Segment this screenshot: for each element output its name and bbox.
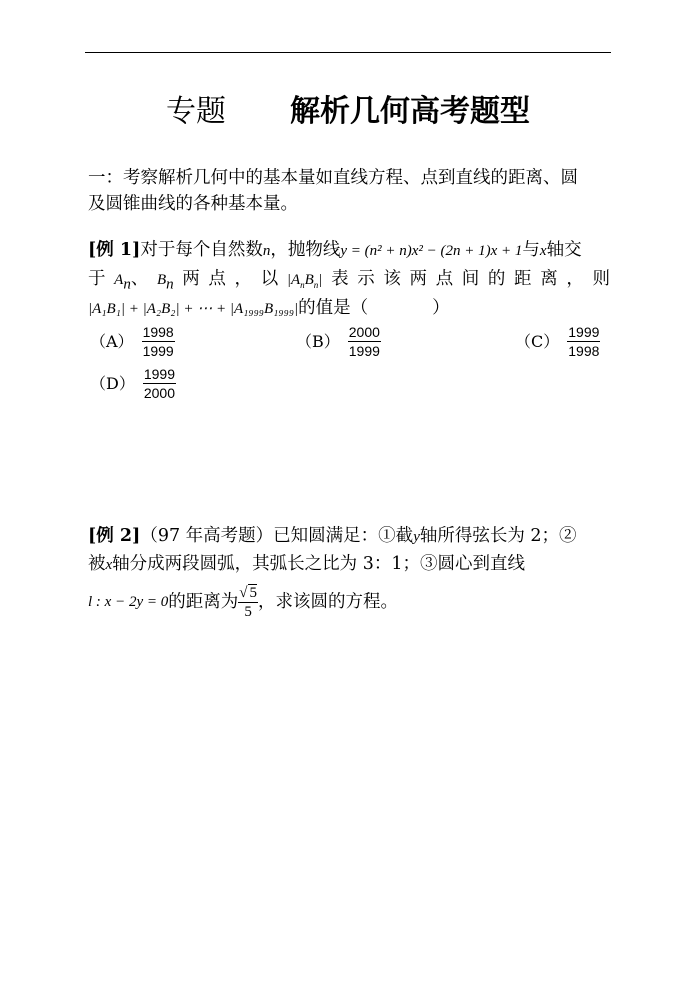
example1-w4: ， xyxy=(234,269,253,289)
example1-line1 xyxy=(88,238,610,263)
option-d xyxy=(90,366,176,401)
option-a-label: （A） xyxy=(90,331,134,351)
option-c-num: 1999 xyxy=(568,324,600,340)
example1-line3 xyxy=(88,296,610,321)
example1-line2 xyxy=(88,267,610,292)
section1-line2: 及圆锥曲线的各种基本量。 xyxy=(88,194,298,214)
example1-w14: 离 xyxy=(540,269,558,289)
example2-line3-a: 的距离为 xyxy=(168,592,239,612)
example2-line1 xyxy=(88,524,610,549)
option-b-num: 2000 xyxy=(348,324,380,340)
example2-line1-text2: 轴所得弦长为 2；② xyxy=(419,526,577,546)
example1-var-n: n xyxy=(262,243,271,259)
option-b-fraction xyxy=(348,324,381,359)
option-c-label: （C） xyxy=(515,331,560,351)
example1-w5: 以 xyxy=(260,269,279,289)
distance-fraction-den: 5 xyxy=(244,604,252,620)
option-a-den: 1999 xyxy=(142,343,174,359)
example1-w2: 两 xyxy=(182,269,200,289)
example1-sum-expr: |A₁B₁| + |A₂B₂| + ⋯ + |A₁₉₉₉B₁₉₉₉| xyxy=(88,301,299,317)
example1-tag: [例 1] xyxy=(88,240,141,260)
example2-line2-a: 被 xyxy=(88,554,106,574)
option-d-fraction xyxy=(143,366,176,401)
example1-w7: 示 xyxy=(357,269,375,289)
example1-w13: 距 xyxy=(514,269,532,289)
example1-w9: 两 xyxy=(409,269,427,289)
option-d-den: 2000 xyxy=(143,385,175,401)
option-d-label: （D） xyxy=(90,373,135,393)
example1-abs-anbn: $|A_nB_n|$ xyxy=(286,272,323,290)
example2-var-y: y xyxy=(413,529,420,545)
example1-w6: 表 xyxy=(331,269,349,289)
example1-var-x: x xyxy=(539,243,547,259)
option-b-label: （B） xyxy=(296,331,340,351)
page-title xyxy=(0,86,696,130)
example2-line2 xyxy=(88,552,610,577)
section1-line1: 一：考察解析几何中的基本量如直线方程、点到直线的距离、圆 xyxy=(88,168,578,188)
distance-fraction-num: √ 5 xyxy=(239,585,257,601)
example1-text-e: 的值是（ xyxy=(298,298,369,318)
example2-tag: [例 2] xyxy=(88,526,141,546)
header-rule xyxy=(85,52,611,53)
example1-point-an: $A_n$、 xyxy=(114,269,149,293)
example1-w1: 于 xyxy=(88,269,106,289)
option-b xyxy=(296,324,381,359)
example2-line-formula: l : x − 2y = 0 xyxy=(88,594,169,610)
example1-text-f: ） xyxy=(432,298,450,318)
example1-w16: 则 xyxy=(592,269,610,289)
option-b-den: 1999 xyxy=(348,343,380,359)
example1-text-a: 对于每个自然数 xyxy=(140,240,263,260)
distance-fraction xyxy=(238,584,258,620)
option-a-num: 1998 xyxy=(142,324,174,340)
option-a xyxy=(90,324,175,359)
example1-w15: ， xyxy=(566,269,584,289)
sqrt-radicand: 5 xyxy=(249,585,257,601)
example1-formula: y = (n² + n)x² − (2n + 1)x + 1 xyxy=(340,243,523,259)
option-c xyxy=(515,324,600,359)
example1-text-b: ，抛物线 xyxy=(270,240,341,260)
title-heading: 解析几何高考题型 xyxy=(290,94,530,129)
example2-line2-b: 轴分成两段圆弧，其弧长之比为 3：1；③圆心到直线 xyxy=(112,554,526,574)
example1-text-c: 与 xyxy=(522,240,540,260)
example2-line3 xyxy=(88,584,610,620)
example1-w12: 的 xyxy=(487,269,506,289)
option-a-fraction xyxy=(142,324,175,359)
example1-w11: 间 xyxy=(461,269,480,289)
option-c-fraction xyxy=(567,324,600,359)
example1-text-d: 轴交 xyxy=(546,240,582,260)
title-topic: 专题 xyxy=(166,94,226,129)
example1-w10: 点 xyxy=(435,269,454,289)
example2-line1-text: （97 年高考题）已知圆满足：①截 xyxy=(140,526,414,546)
example2-var-x: x xyxy=(105,557,113,573)
option-c-den: 1998 xyxy=(568,343,600,359)
example1-w8: 该 xyxy=(383,269,401,289)
example1-point-bn: $B_n$ xyxy=(156,272,174,293)
option-d-num: 1999 xyxy=(143,366,175,382)
example1-w3: 点 xyxy=(208,269,226,289)
example2-line3-b: ，求该圆的方程。 xyxy=(257,592,398,612)
